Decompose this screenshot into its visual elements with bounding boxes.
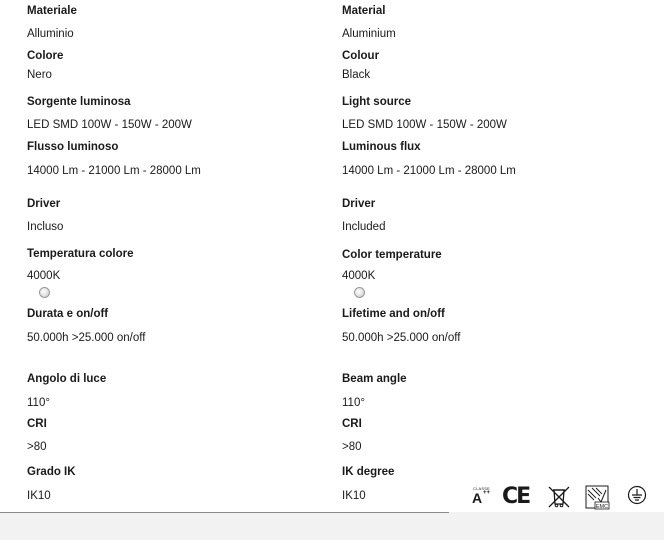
cri-value: >80 bbox=[342, 441, 362, 453]
ik-degree-label: IK degree bbox=[342, 466, 395, 478]
footer-divider bbox=[0, 512, 449, 513]
led-indicator-icon bbox=[354, 287, 365, 298]
luminous-flux-label: Flusso luminoso bbox=[27, 141, 119, 153]
lifetime-label: Lifetime and on/off bbox=[342, 308, 445, 320]
cri-label: CRI bbox=[27, 418, 47, 430]
light-source-value: LED SMD 100W - 150W - 200W bbox=[27, 119, 192, 131]
ik-grade-label: Grado IK bbox=[27, 466, 76, 478]
energy-class-letter: A bbox=[472, 490, 483, 506]
color-temperature-value: 4000K bbox=[342, 270, 376, 282]
ce-mark-text: CE bbox=[502, 484, 530, 509]
light-source-value: LED SMD 100W - 150W - 200W bbox=[342, 119, 507, 131]
color-temperature-value: 4000K bbox=[27, 270, 61, 282]
emc-label: EMC bbox=[595, 504, 609, 510]
ce-mark-icon bbox=[502, 484, 538, 512]
beam-angle-label: Beam angle bbox=[342, 373, 407, 385]
driver-value: Included bbox=[342, 221, 386, 233]
color-temperature-label: Color temperature bbox=[342, 249, 442, 261]
ik-degree-value: IK10 bbox=[342, 490, 366, 502]
cri-label: CRI bbox=[342, 418, 362, 430]
lifetime-value: 50.000h >25.000 on/off bbox=[342, 332, 461, 344]
weee-bin-icon bbox=[546, 484, 574, 512]
energy-class-suffix: ++ bbox=[483, 490, 491, 496]
beam-angle-value: 110° bbox=[342, 397, 365, 409]
energy-class-header: CLASSE bbox=[473, 486, 490, 491]
cri-value: >80 bbox=[27, 441, 47, 453]
colour-label: Colour bbox=[342, 50, 380, 62]
material-label: Materiale bbox=[27, 5, 77, 17]
colour-value: Black bbox=[342, 69, 371, 81]
luminous-flux-value: 14000 Lm - 21000 Lm - 28000 Lm bbox=[27, 165, 201, 177]
light-source-label: Light source bbox=[342, 96, 412, 108]
lifetime-label: Durata e on/off bbox=[27, 308, 109, 320]
driver-label: Driver bbox=[342, 198, 376, 210]
energy-class-icon bbox=[470, 484, 492, 512]
material-value: Alluminio bbox=[27, 28, 74, 40]
luminous-flux-label: Luminous flux bbox=[342, 141, 421, 153]
luminous-flux-value: 14000 Lm - 21000 Lm - 28000 Lm bbox=[342, 165, 516, 177]
color-temperature-label: Temperatura colore bbox=[27, 248, 134, 260]
lifetime-value: 50.000h >25.000 on/off bbox=[27, 332, 146, 344]
material-value: Aluminium bbox=[342, 28, 396, 40]
light-source-label: Sorgente luminosa bbox=[27, 96, 131, 108]
ik-grade-value: IK10 bbox=[27, 490, 51, 502]
colour-value: Nero bbox=[27, 69, 52, 81]
emc-icon bbox=[584, 484, 612, 512]
colour-label: Colore bbox=[27, 50, 64, 62]
beam-angle-label: Angolo di luce bbox=[27, 373, 107, 385]
beam-angle-value: 110° bbox=[27, 397, 50, 409]
led-indicator-icon bbox=[39, 287, 50, 298]
driver-value: Incluso bbox=[27, 221, 64, 233]
material-label: Material bbox=[342, 5, 386, 17]
ground-icon bbox=[626, 484, 648, 512]
driver-label: Driver bbox=[27, 198, 61, 210]
